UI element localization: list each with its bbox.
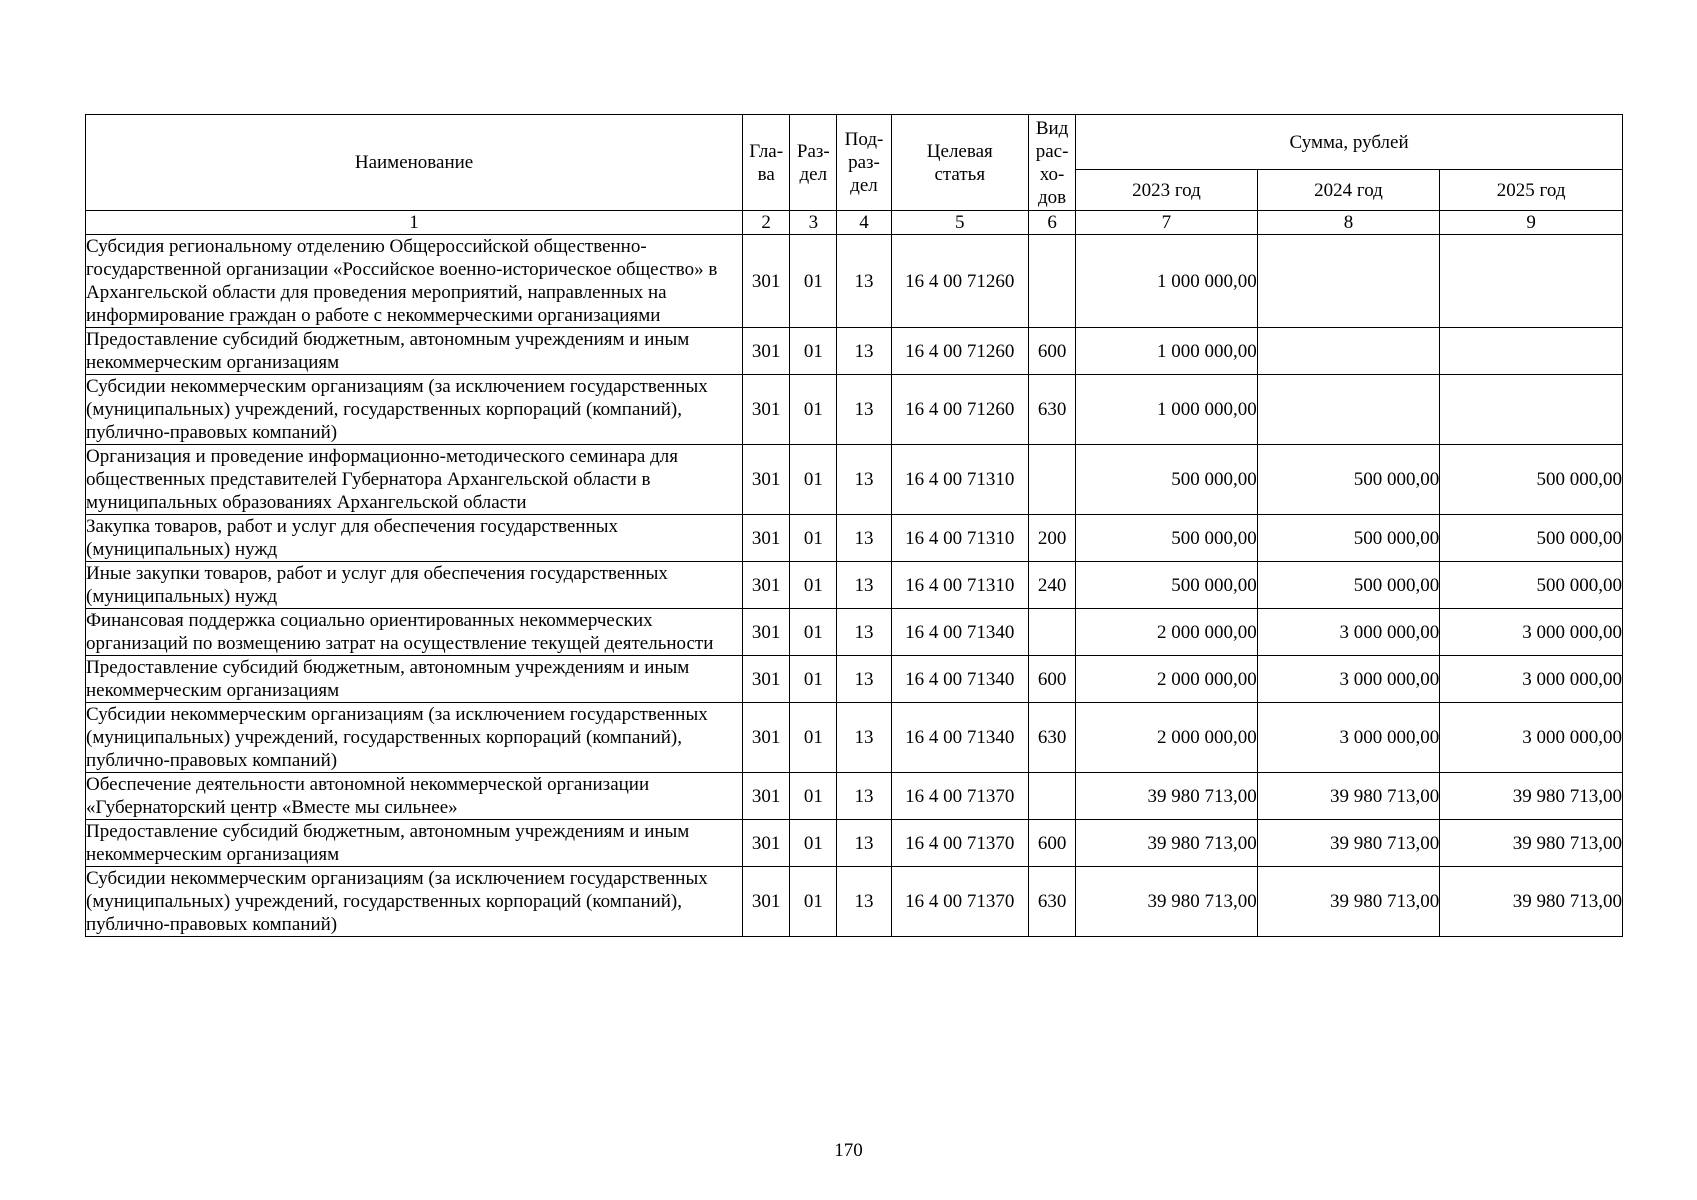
row-sum-2023: 2 000 000,00 — [1076, 703, 1258, 773]
table-row — [86, 656, 1623, 703]
row-sum-2024: 3 000 000,00 — [1257, 609, 1440, 656]
table-row — [86, 235, 1623, 328]
row-glava: 301 — [743, 820, 790, 867]
row-sum-2025: 3 000 000,00 — [1440, 656, 1623, 703]
row-sum-2024 — [1257, 375, 1440, 445]
header-vid-line: хо- — [1039, 163, 1065, 185]
table-row — [86, 609, 1623, 656]
row-sum-2025: 39 980 713,00 — [1440, 773, 1623, 820]
row-celevaya-statya: 16 4 00 71340 — [891, 656, 1028, 703]
row-sum-2023: 2 000 000,00 — [1076, 609, 1258, 656]
row-sum-2024: 39 980 713,00 — [1257, 867, 1440, 937]
header-podrazdel-line: раз- — [848, 152, 880, 173]
row-name: Закупка товаров, работ и услуг для обеспечения государственных (муниципальных) нужд — [86, 515, 743, 562]
header-razdel — [790, 115, 837, 211]
row-podrazdel: 13 — [837, 235, 891, 328]
row-glava: 301 — [743, 235, 790, 328]
row-glava: 301 — [743, 656, 790, 703]
row-glava: 301 — [743, 867, 790, 937]
row-sum-2023: 500 000,00 — [1076, 515, 1258, 562]
row-name: Субсидии некоммерческим организациям (за исключением государственных (муниципальных) учреждений, государственных корпораций (компаний), публично-правовых компаний) — [86, 867, 743, 937]
col-number: 3 — [790, 211, 837, 235]
header-glava-line: ва — [757, 163, 775, 185]
table-row — [86, 515, 1623, 562]
header-vid — [1029, 115, 1076, 211]
header-glava-line: Гла- — [749, 140, 784, 162]
header-celevaya-line: Целевая — [926, 140, 993, 162]
row-razdel: 01 — [790, 703, 837, 773]
header-celevaya — [891, 115, 1028, 211]
row-celevaya-statya: 16 4 00 71260 — [891, 328, 1028, 375]
row-sum-2025: 500 000,00 — [1440, 562, 1623, 609]
row-sum-2023: 1 000 000,00 — [1076, 375, 1258, 445]
table-row — [86, 773, 1623, 820]
row-name: Организация и проведение информационно-методического семинара для общественных представителей Губернатора Архангельской области в муниципальных образованиях Архангельской области — [86, 445, 743, 515]
row-razdel: 01 — [790, 773, 837, 820]
header-year-2025: 2025 год — [1440, 170, 1623, 211]
row-celevaya-statya: 16 4 00 71370 — [891, 773, 1028, 820]
col-number: 9 — [1440, 211, 1623, 235]
row-vid-rashodov: 630 — [1029, 375, 1076, 445]
row-sum-2024 — [1257, 328, 1440, 375]
row-glava: 301 — [743, 703, 790, 773]
col-number: 4 — [837, 211, 891, 235]
row-podrazdel: 13 — [837, 703, 891, 773]
header-vid-line: Вид — [1035, 117, 1069, 139]
row-podrazdel: 13 — [837, 609, 891, 656]
row-name: Предоставление субсидий бюджетным, автономным учреждениям и иным некоммерческим организациям — [86, 820, 743, 867]
row-sum-2025 — [1440, 375, 1623, 445]
header-name: Наименование — [86, 115, 743, 211]
header-razdel-line: Раз- — [796, 140, 830, 162]
table-row — [86, 867, 1623, 937]
row-vid-rashodov — [1029, 609, 1076, 656]
row-podrazdel: 13 — [837, 656, 891, 703]
row-sum-2023: 39 980 713,00 — [1076, 820, 1258, 867]
row-razdel: 01 — [790, 515, 837, 562]
row-razdel: 01 — [790, 235, 837, 328]
table-row — [86, 328, 1623, 375]
row-sum-2025 — [1440, 328, 1623, 375]
header-glava — [743, 115, 790, 211]
row-vid-rashodov: 630 — [1029, 867, 1076, 937]
row-razdel: 01 — [790, 328, 837, 375]
header-vid-line: рас- — [1035, 140, 1069, 162]
row-sum-2023: 39 980 713,00 — [1076, 773, 1258, 820]
row-name: Субсидии некоммерческим организациям (за исключением государственных (муниципальных) учреждений, государственных корпораций (компаний), публично-правовых компаний) — [86, 703, 743, 773]
row-name: Финансовая поддержка социально ориентированных некоммерческих организаций по возмещению затрат на осуществление текущей деятельности — [86, 609, 743, 656]
row-razdel: 01 — [790, 609, 837, 656]
row-razdel: 01 — [790, 656, 837, 703]
row-sum-2024 — [1257, 235, 1440, 328]
row-sum-2024: 3 000 000,00 — [1257, 656, 1440, 703]
row-sum-2023: 1 000 000,00 — [1076, 235, 1258, 328]
row-celevaya-statya: 16 4 00 71310 — [891, 515, 1028, 562]
row-celevaya-statya: 16 4 00 71340 — [891, 609, 1028, 656]
row-name: Обеспечение деятельности автономной некоммерческой организации «Губернаторский центр «Вместе мы сильнее» — [86, 773, 743, 820]
header-podrazdel — [837, 115, 891, 211]
row-sum-2024: 39 980 713,00 — [1257, 773, 1440, 820]
col-number: 5 — [891, 211, 1028, 235]
row-celevaya-statya: 16 4 00 71260 — [891, 375, 1028, 445]
row-name: Предоставление субсидий бюджетным, автономным учреждениям и иным некоммерческим организациям — [86, 656, 743, 703]
row-vid-rashodov: 600 — [1029, 820, 1076, 867]
row-name: Иные закупки товаров, работ и услуг для обеспечения государственных (муниципальных) нужд — [86, 562, 743, 609]
col-number: 7 — [1076, 211, 1258, 235]
row-podrazdel: 13 — [837, 328, 891, 375]
row-podrazdel: 13 — [837, 375, 891, 445]
col-number: 2 — [743, 211, 790, 235]
row-vid-rashodov: 600 — [1029, 328, 1076, 375]
table-row — [86, 445, 1623, 515]
table-row — [86, 820, 1623, 867]
row-sum-2025: 3 000 000,00 — [1440, 609, 1623, 656]
row-sum-2023: 1 000 000,00 — [1076, 328, 1258, 375]
col-number: 6 — [1029, 211, 1076, 235]
row-vid-rashodov: 600 — [1029, 656, 1076, 703]
row-vid-rashodov — [1029, 235, 1076, 328]
row-podrazdel: 13 — [837, 445, 891, 515]
row-vid-rashodov: 200 — [1029, 515, 1076, 562]
header-podrazdel-line: Под- — [844, 129, 884, 150]
row-sum-2023: 500 000,00 — [1076, 445, 1258, 515]
row-vid-rashodov: 240 — [1029, 562, 1076, 609]
row-sum-2024: 3 000 000,00 — [1257, 703, 1440, 773]
row-podrazdel: 13 — [837, 773, 891, 820]
header-celevaya-line: статья — [934, 163, 986, 185]
table-row — [86, 375, 1623, 445]
row-sum-2024: 500 000,00 — [1257, 445, 1440, 515]
row-sum-2025: 3 000 000,00 — [1440, 703, 1623, 773]
row-sum-2023: 2 000 000,00 — [1076, 656, 1258, 703]
row-sum-2023: 39 980 713,00 — [1076, 867, 1258, 937]
row-razdel: 01 — [790, 375, 837, 445]
row-sum-2024: 500 000,00 — [1257, 515, 1440, 562]
row-vid-rashodov — [1029, 445, 1076, 515]
table-row — [86, 703, 1623, 773]
row-razdel: 01 — [790, 562, 837, 609]
row-name: Предоставление субсидий бюджетным, автономным учреждениям и иным некоммерческим организациям — [86, 328, 743, 375]
row-celevaya-statya: 16 4 00 71370 — [891, 867, 1028, 937]
header-year-2024: 2024 год — [1257, 170, 1440, 211]
row-vid-rashodov — [1029, 773, 1076, 820]
row-name: Субсидия региональному отделению Общероссийской общественно-государственной организации «Российское военно-историческое общество» в Архангельской области для проведения мероприятий, направленных на информирование граждан о работе с некоммерческими организациями — [86, 235, 743, 328]
row-name: Субсидии некоммерческим организациям (за исключением государственных (муниципальных) учреждений, государственных корпораций (компаний), публично-правовых компаний) — [86, 375, 743, 445]
col-number: 1 — [86, 211, 743, 235]
row-podrazdel: 13 — [837, 820, 891, 867]
row-glava: 301 — [743, 375, 790, 445]
budget-table — [85, 114, 1623, 937]
row-razdel: 01 — [790, 445, 837, 515]
table-row — [86, 562, 1623, 609]
row-celevaya-statya: 16 4 00 71370 — [891, 820, 1028, 867]
row-sum-2025: 500 000,00 — [1440, 445, 1623, 515]
row-sum-2025: 39 980 713,00 — [1440, 867, 1623, 937]
header-vid-line: дов — [1038, 186, 1067, 208]
row-razdel: 01 — [790, 820, 837, 867]
row-sum-2024: 39 980 713,00 — [1257, 820, 1440, 867]
row-vid-rashodov: 630 — [1029, 703, 1076, 773]
row-celevaya-statya: 16 4 00 71310 — [891, 562, 1028, 609]
header-year-2023: 2023 год — [1076, 170, 1258, 211]
row-sum-2024: 500 000,00 — [1257, 562, 1440, 609]
row-sum-2025: 500 000,00 — [1440, 515, 1623, 562]
row-podrazdel: 13 — [837, 562, 891, 609]
header-summa: Сумма, рублей — [1076, 115, 1623, 170]
row-celevaya-statya: 16 4 00 71260 — [891, 235, 1028, 328]
row-glava: 301 — [743, 773, 790, 820]
row-podrazdel: 13 — [837, 867, 891, 937]
page-number: 170 — [834, 1140, 863, 1161]
header-razdel-line: дел — [799, 163, 828, 185]
col-number: 8 — [1257, 211, 1440, 235]
row-glava: 301 — [743, 609, 790, 656]
row-razdel: 01 — [790, 867, 837, 937]
row-celevaya-statya: 16 4 00 71310 — [891, 445, 1028, 515]
header-podrazdel-line: дел — [850, 175, 878, 196]
row-sum-2025: 39 980 713,00 — [1440, 820, 1623, 867]
row-sum-2025 — [1440, 235, 1623, 328]
row-glava: 301 — [743, 328, 790, 375]
row-celevaya-statya: 16 4 00 71340 — [891, 703, 1028, 773]
row-sum-2023: 500 000,00 — [1076, 562, 1258, 609]
row-podrazdel: 13 — [837, 515, 891, 562]
row-glava: 301 — [743, 445, 790, 515]
row-glava: 301 — [743, 515, 790, 562]
row-glava: 301 — [743, 562, 790, 609]
table-body — [86, 235, 1623, 937]
